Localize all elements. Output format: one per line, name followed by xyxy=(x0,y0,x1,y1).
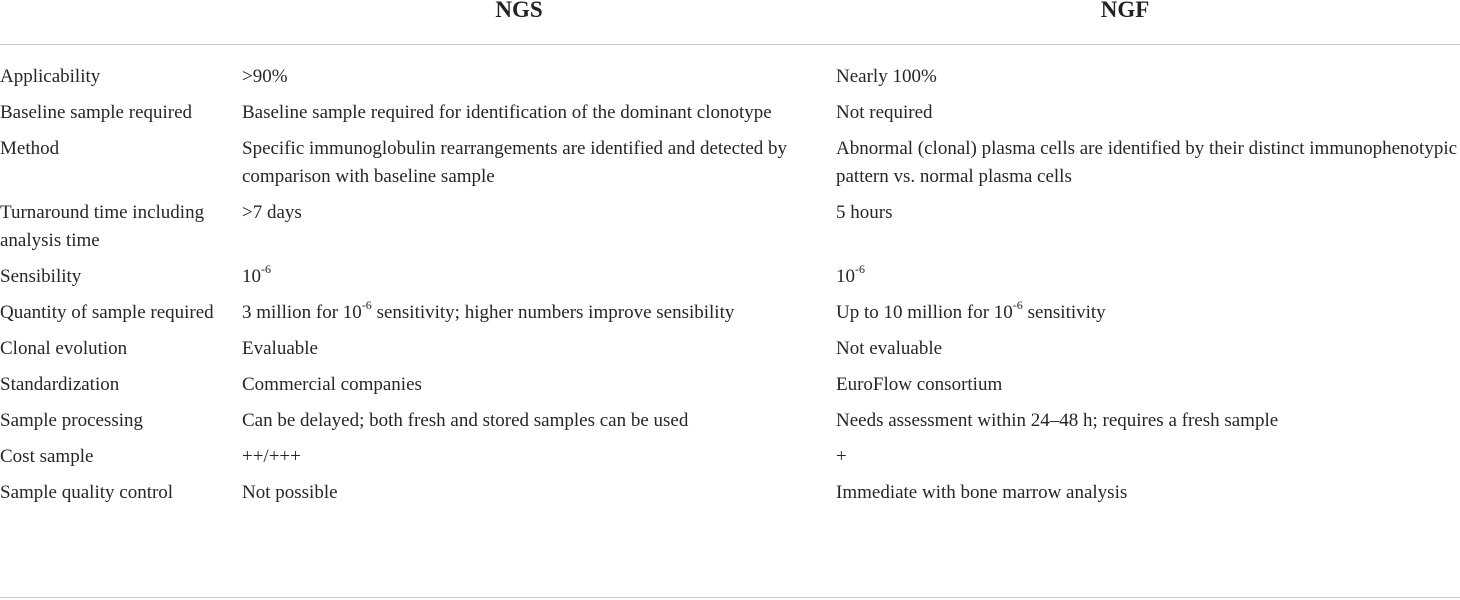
ngf-quantity-post: sensitivity xyxy=(1022,302,1106,323)
row-label: Turnaround time including analysis time xyxy=(0,202,205,251)
ngf-cell: Abnormal (clonal) plasma cells are identified by their distinct immunophenotypic pattern vs. normal plasma cells xyxy=(836,138,1458,187)
table-row xyxy=(0,45,1460,96)
bottom-divider xyxy=(0,597,1460,598)
ngf-cell xyxy=(836,259,1460,295)
ngs-cell: Baseline sample required for identification of the dominant clonotype xyxy=(242,102,772,123)
row-label: Sensibility xyxy=(0,266,82,287)
table-row xyxy=(0,331,1460,367)
ngf-cell: Immediate with bone marrow analysis xyxy=(836,482,1128,503)
ngs-quantity-exponent: -6 xyxy=(361,297,372,312)
table-row xyxy=(0,259,1460,295)
row-label: Standardization xyxy=(0,374,120,395)
ngs-quantity-pre: 3 million for 10 xyxy=(242,302,362,323)
header-row xyxy=(0,0,1460,45)
table-row xyxy=(0,195,1460,259)
ngs-cell: >90% xyxy=(242,66,288,87)
ngf-cell: Needs assessment within 24–48 h; requires a fresh sample xyxy=(836,410,1279,431)
ngs-cell xyxy=(242,295,836,331)
ngs-cell: Evaluable xyxy=(242,338,318,359)
ngf-cell: EuroFlow consortium xyxy=(836,374,1003,395)
ngf-cell: + xyxy=(836,446,847,467)
ngs-sensibility-base: 10 xyxy=(242,266,261,287)
row-label: Cost sample xyxy=(0,446,94,467)
ngf-sensibility-base: 10 xyxy=(836,266,855,287)
ngf-cell xyxy=(836,295,1460,331)
table-row xyxy=(0,95,1460,131)
ngf-cell: Not required xyxy=(836,102,933,123)
ngf-quantity-exponent: -6 xyxy=(1012,297,1023,312)
ngf-cell: Nearly 100% xyxy=(836,66,937,87)
row-label: Method xyxy=(0,138,60,159)
ngs-cell: ++/+++ xyxy=(242,446,301,467)
ngs-cell: >7 days xyxy=(242,202,302,223)
table-row xyxy=(0,439,1460,475)
row-label: Sample processing xyxy=(0,410,144,431)
ngs-cell: Can be delayed; both fresh and stored samples can be used xyxy=(242,410,689,431)
header-ngf: NGF xyxy=(836,0,1460,33)
header-ngs: NGS xyxy=(242,0,836,33)
header-empty xyxy=(0,0,242,33)
ngs-cell: Commercial companies xyxy=(242,374,422,395)
ngs-cell: Not possible xyxy=(242,482,338,503)
ngs-cell: Specific immunoglobulin rearrangements are identified and detected by comparison with baseline sample xyxy=(242,138,787,187)
row-label: Clonal evolution xyxy=(0,338,128,359)
table-row xyxy=(0,403,1460,439)
table-row xyxy=(0,295,1460,331)
ngf-cell: Not evaluable xyxy=(836,338,943,359)
ngs-quantity-post: sensitivity; higher numbers improve sensibility xyxy=(371,302,735,323)
table-row xyxy=(0,475,1460,523)
table-row xyxy=(0,131,1460,195)
table-row xyxy=(0,367,1460,403)
row-label: Quantity of sample required xyxy=(0,302,214,323)
row-label: Applicability xyxy=(0,66,101,87)
ngs-sensibility-exponent: -6 xyxy=(261,261,271,276)
ngs-cell xyxy=(242,259,836,295)
ngf-quantity-pre: Up to 10 million for 10 xyxy=(836,302,1013,323)
row-label: Baseline sample required xyxy=(0,102,193,123)
ngf-cell: 5 hours xyxy=(836,202,893,223)
row-label: Sample quality control xyxy=(0,482,174,503)
ngf-sensibility-exponent: -6 xyxy=(855,261,865,276)
